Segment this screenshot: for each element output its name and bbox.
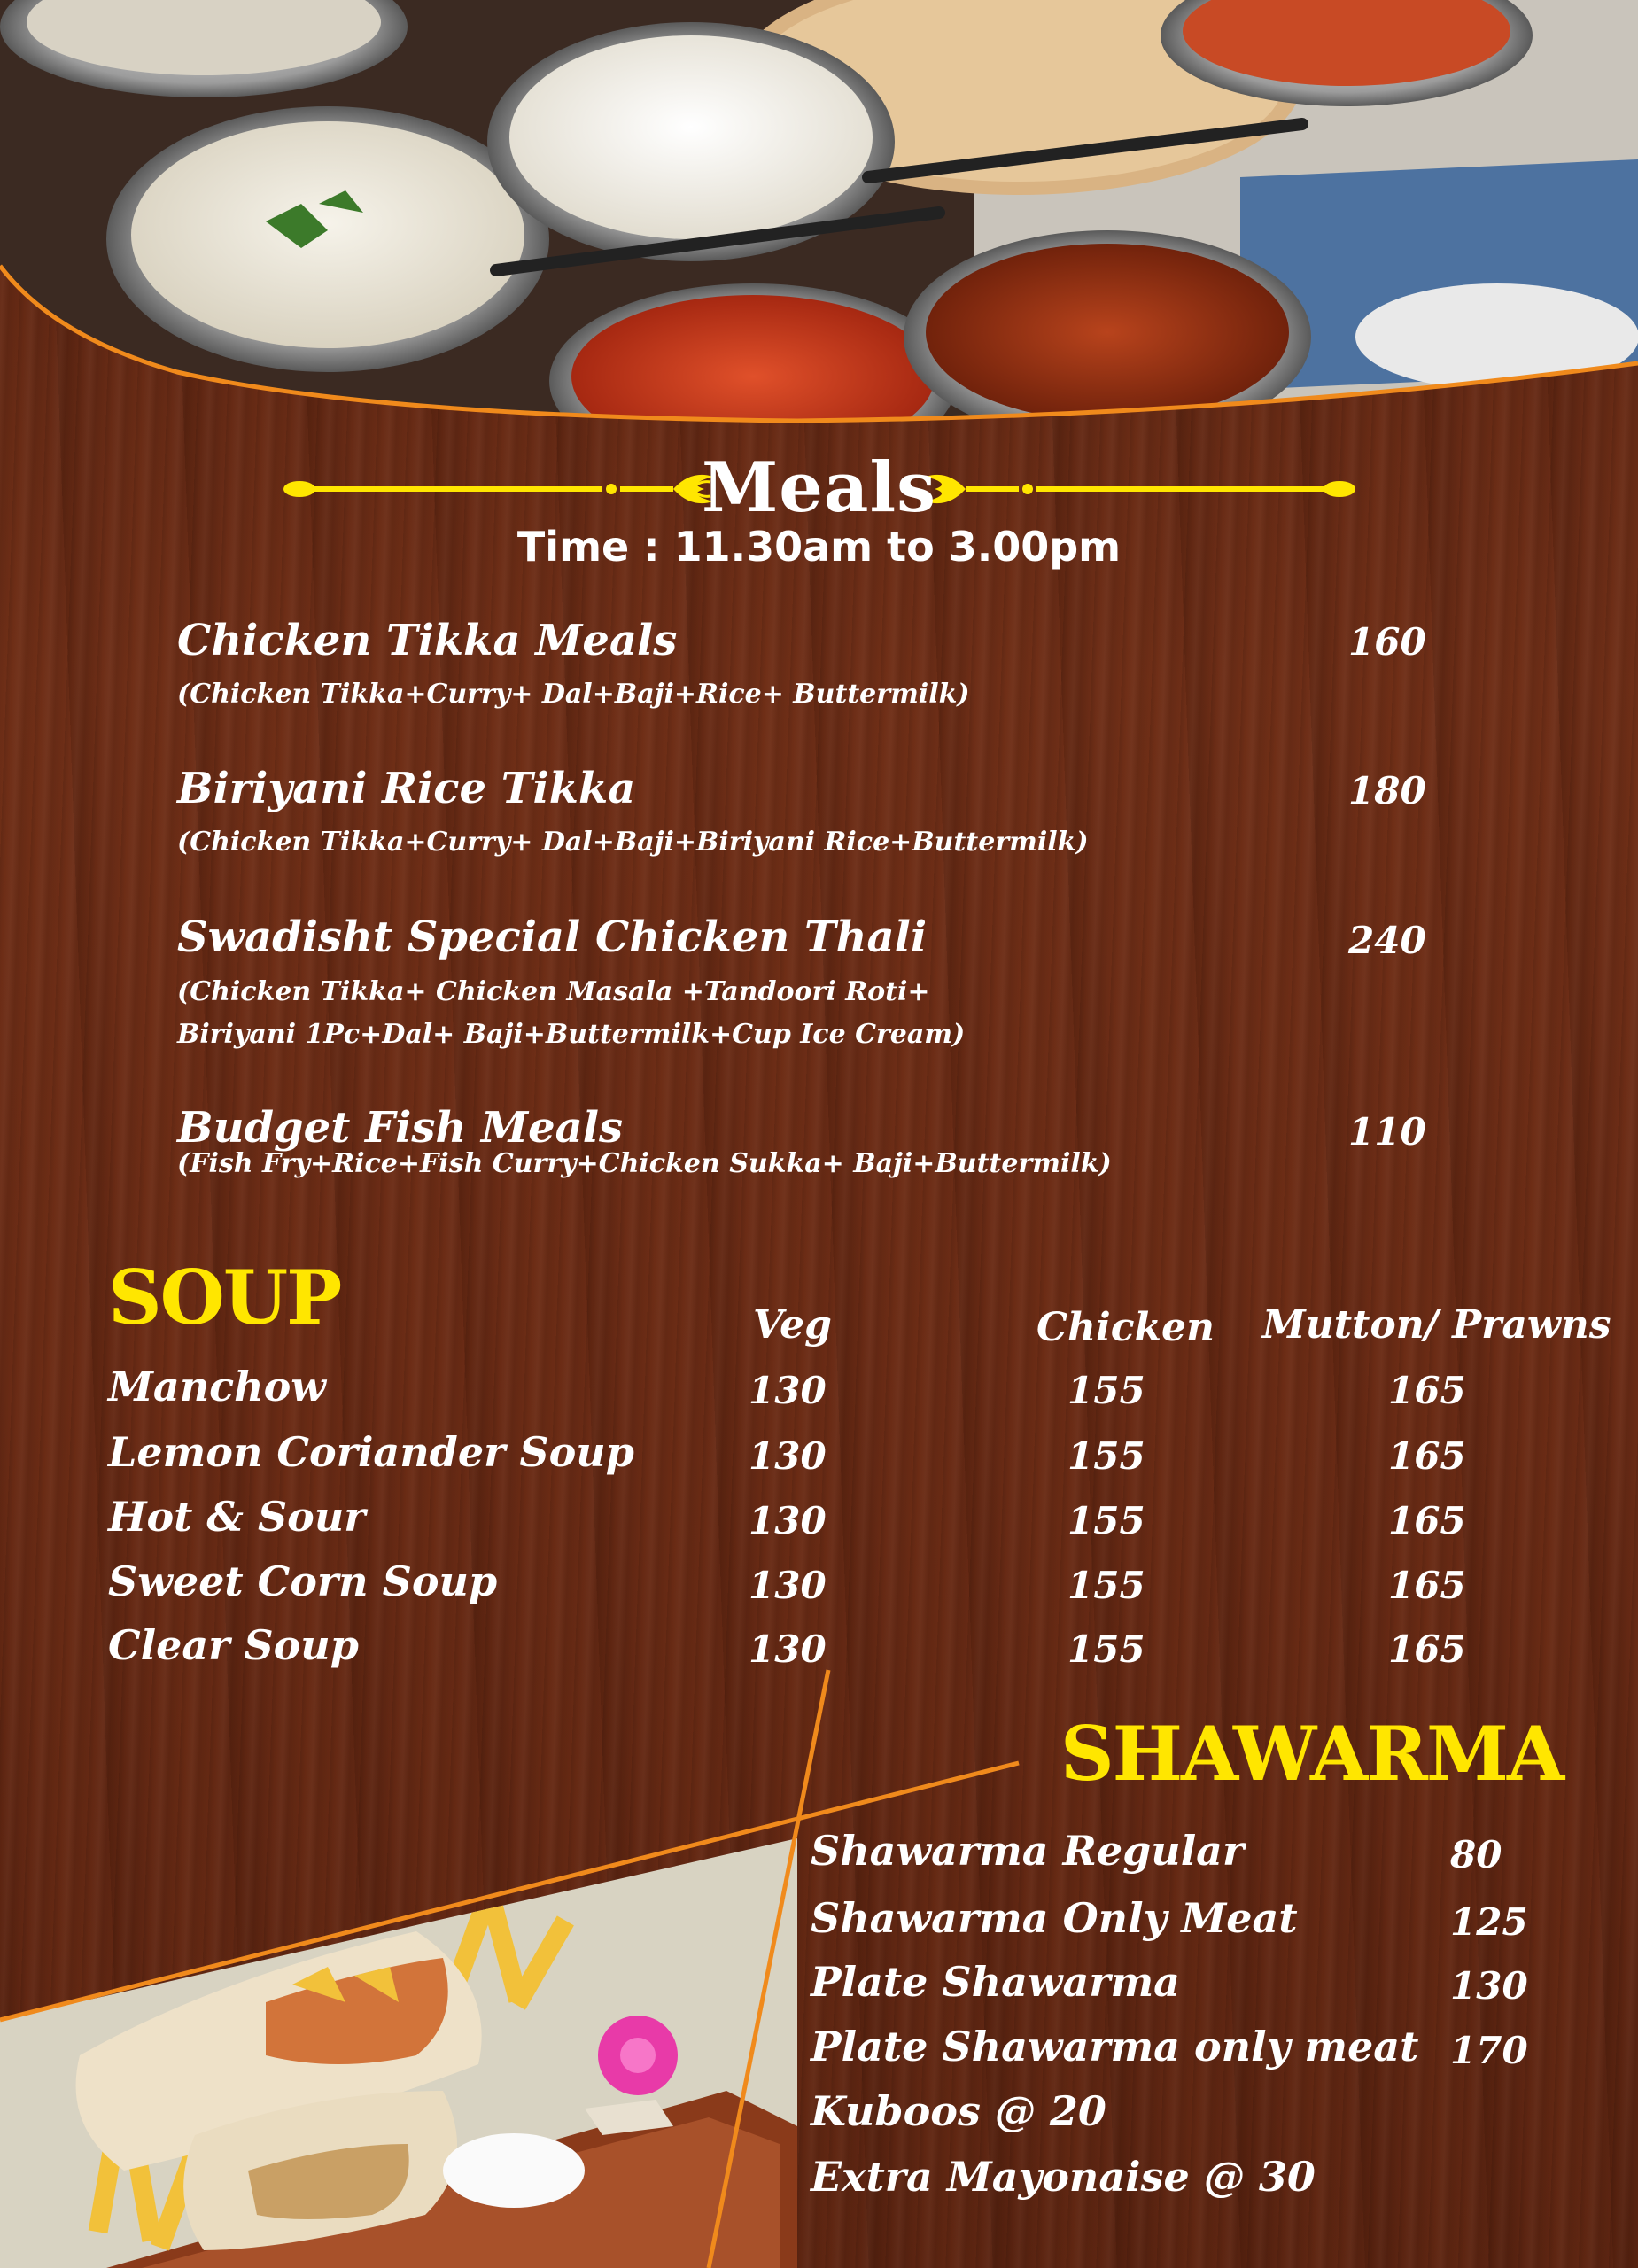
meal-item-name: Biriyani Rice Tikka [177, 764, 636, 813]
soup-price-chicken: 155 [1067, 1499, 1145, 1542]
meal-item-name: Budget Fish Meals [177, 1103, 623, 1153]
meal-item-price: 160 [1348, 620, 1426, 664]
shawarma-item-name: Plate Shawarma [811, 1958, 1180, 2006]
soup-item-name: Clear Soup [108, 1621, 359, 1669]
soup-price-chicken: 155 [1067, 1627, 1145, 1671]
meal-item-desc: (Chicken Tikka+Curry+ Dal+Baji+Biriyani Rice+Buttermilk) [177, 827, 1089, 858]
meal-item-name: Swadisht Special Chicken Thali [177, 913, 928, 962]
soup-price-mutton: 165 [1388, 1369, 1466, 1412]
soup-price-veg: 130 [749, 1434, 827, 1478]
shawarma-item-price: 80 [1450, 1833, 1502, 1876]
soup-price-mutton: 165 [1388, 1499, 1466, 1542]
soup-col-chicken: Chicken [1036, 1305, 1215, 1350]
meal-item-desc: Biriyani 1Pc+Dal+ Baji+Buttermilk+Cup Ice Cream) [177, 1019, 966, 1050]
shawarma-item-price: 170 [1450, 2029, 1528, 2072]
soup-item-name: Manchow [108, 1363, 326, 1410]
soup-price-veg: 130 [749, 1564, 827, 1607]
soup-col-mutton-prawns: Mutton/ Prawns [1262, 1302, 1611, 1348]
soup-price-chicken: 155 [1067, 1434, 1145, 1478]
meal-item-price: 110 [1348, 1110, 1426, 1153]
shawarma-item-name: Extra Mayonaise @ 30 [811, 2153, 1316, 2201]
shawarma-item-name: Shawarma Regular [811, 1827, 1245, 1875]
soup-price-chicken: 155 [1067, 1564, 1145, 1607]
meals-heading: Meals [701, 447, 937, 528]
soup-price-mutton: 165 [1388, 1627, 1466, 1671]
meals-time: Time : 11.30am to 3.00pm [516, 523, 1122, 571]
shawarma-item-price: 130 [1450, 1964, 1528, 2008]
soup-price-veg: 130 [749, 1369, 827, 1412]
soup-price-mutton: 165 [1388, 1564, 1466, 1607]
meal-item-price: 180 [1348, 769, 1426, 812]
soup-item-name: Lemon Coriander Soup [108, 1428, 634, 1476]
meal-item-desc: (Fish Fry+Rice+Fish Curry+Chicken Sukka+ Baji+Buttermilk) [177, 1148, 1112, 1179]
soup-heading: SOUP [108, 1254, 341, 1341]
shawarma-item-name: Plate Shawarma only meat [811, 2023, 1419, 2070]
shawarma-item-price: 125 [1450, 1900, 1528, 1944]
meal-item-name: Chicken Tikka Meals [177, 616, 678, 665]
shawarma-item-name: Kuboos @ 20 [811, 2087, 1106, 2135]
meal-item-price: 240 [1348, 919, 1426, 962]
shawarma-item-name: Shawarma Only Meat [811, 1894, 1298, 1942]
soup-item-name: Hot & Sour [108, 1493, 366, 1541]
shawarma-heading: SHAWARMA [1060, 1710, 1564, 1798]
soup-price-mutton: 165 [1388, 1434, 1466, 1478]
soup-item-name: Sweet Corn Soup [108, 1557, 498, 1605]
meal-item-desc: (Chicken Tikka+Curry+ Dal+Baji+Rice+ Buttermilk) [177, 679, 970, 710]
soup-col-veg: Veg [753, 1302, 832, 1348]
soup-price-veg: 130 [749, 1499, 827, 1542]
soup-price-veg: 130 [749, 1627, 827, 1671]
soup-price-chicken: 155 [1067, 1369, 1145, 1412]
meal-item-desc: (Chicken Tikka+ Chicken Masala +Tandoori Roti+ [177, 976, 930, 1007]
